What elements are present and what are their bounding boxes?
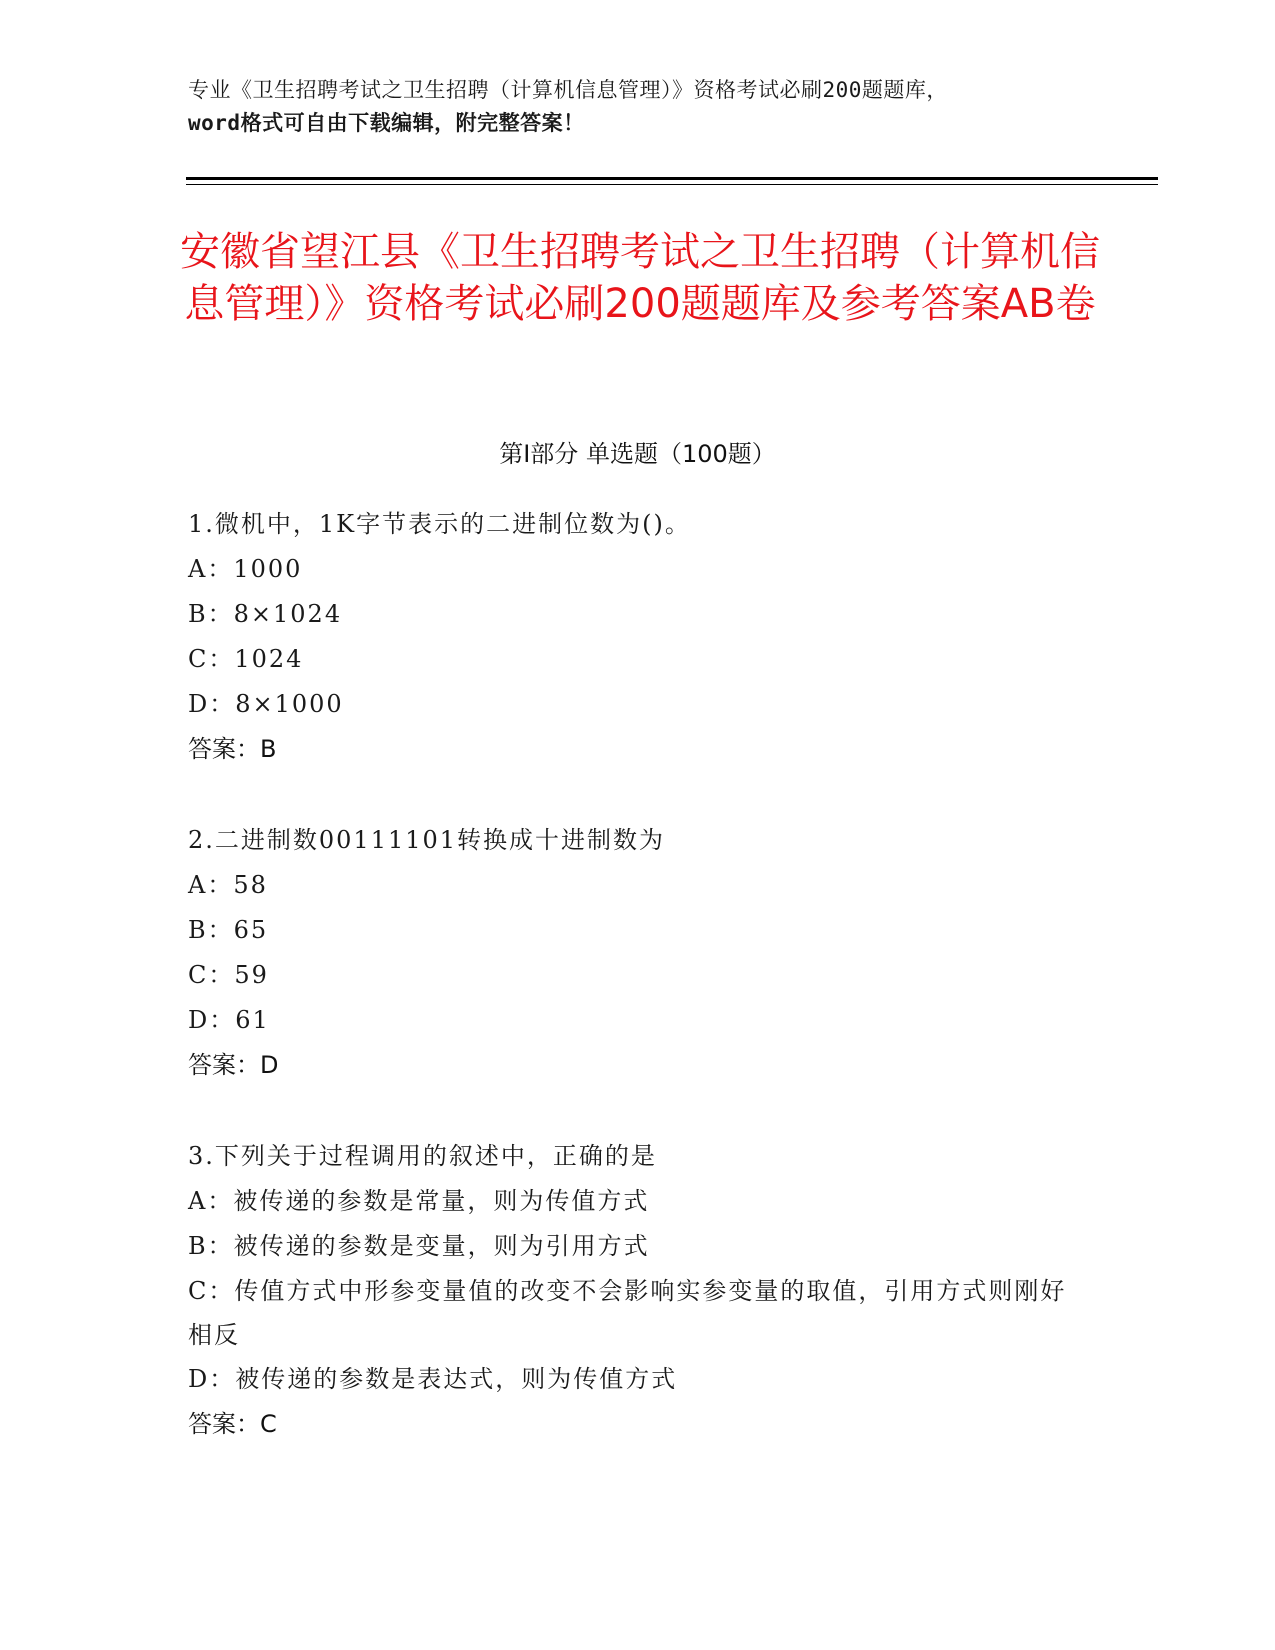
- option-a: A：被传递的参数是常量，则为传值方式: [188, 1187, 650, 1215]
- question-stem: 3.下列关于过程调用的叙述中，正确的是: [188, 1142, 657, 1170]
- header-note: [188, 74, 1118, 140]
- option-c: C：传值方式中形参变量值的改变不会影响实参变量的取值，引用方式则刚好相反: [188, 1277, 1067, 1349]
- option-d: D：61: [188, 1006, 270, 1034]
- option-b: B：8×1024: [188, 600, 343, 628]
- question-3: [188, 1134, 1088, 1447]
- question-stem: 1.微机中，1K字节表示的二进制位数为()。: [188, 510, 691, 538]
- question-1: [188, 502, 1088, 772]
- option-b: B：被传递的参数是变量，则为引用方式: [188, 1232, 650, 1260]
- option-a: A：1000: [188, 555, 303, 583]
- option-c: C：59: [188, 961, 269, 989]
- option-d: D：被传递的参数是表达式，则为传值方式: [188, 1365, 678, 1393]
- option-a: A：58: [188, 871, 268, 899]
- header-divider-thick: [186, 177, 1158, 180]
- question-2: [188, 818, 1088, 1088]
- answer-line: 答案：D: [188, 1051, 279, 1079]
- section-heading: 第I部分 单选题（100题）: [499, 440, 776, 468]
- header-divider-thin: [186, 184, 1158, 185]
- option-d: D：8×1000: [188, 690, 344, 718]
- header-note-line-1: 专业《卫生招聘考试之卫生招聘（计算机信息管理）》资格考试必刷200题题库，: [188, 78, 948, 102]
- option-b: B：65: [188, 916, 269, 944]
- answer-line: 答案：C: [188, 1410, 277, 1438]
- answer-line: 答案：B: [188, 735, 277, 763]
- option-c: C：1024: [188, 645, 304, 673]
- question-stem: 2.二进制数00111101转换成十进制数为: [188, 826, 666, 854]
- header-note-line-2: word格式可自由下载编辑，附完整答案！: [188, 111, 585, 135]
- document-title: 安徽省望江县《卫生招聘考试之卫生招聘（计算机信息管理）》资格考试必刷200题题库及参考答案AB卷: [180, 229, 1100, 327]
